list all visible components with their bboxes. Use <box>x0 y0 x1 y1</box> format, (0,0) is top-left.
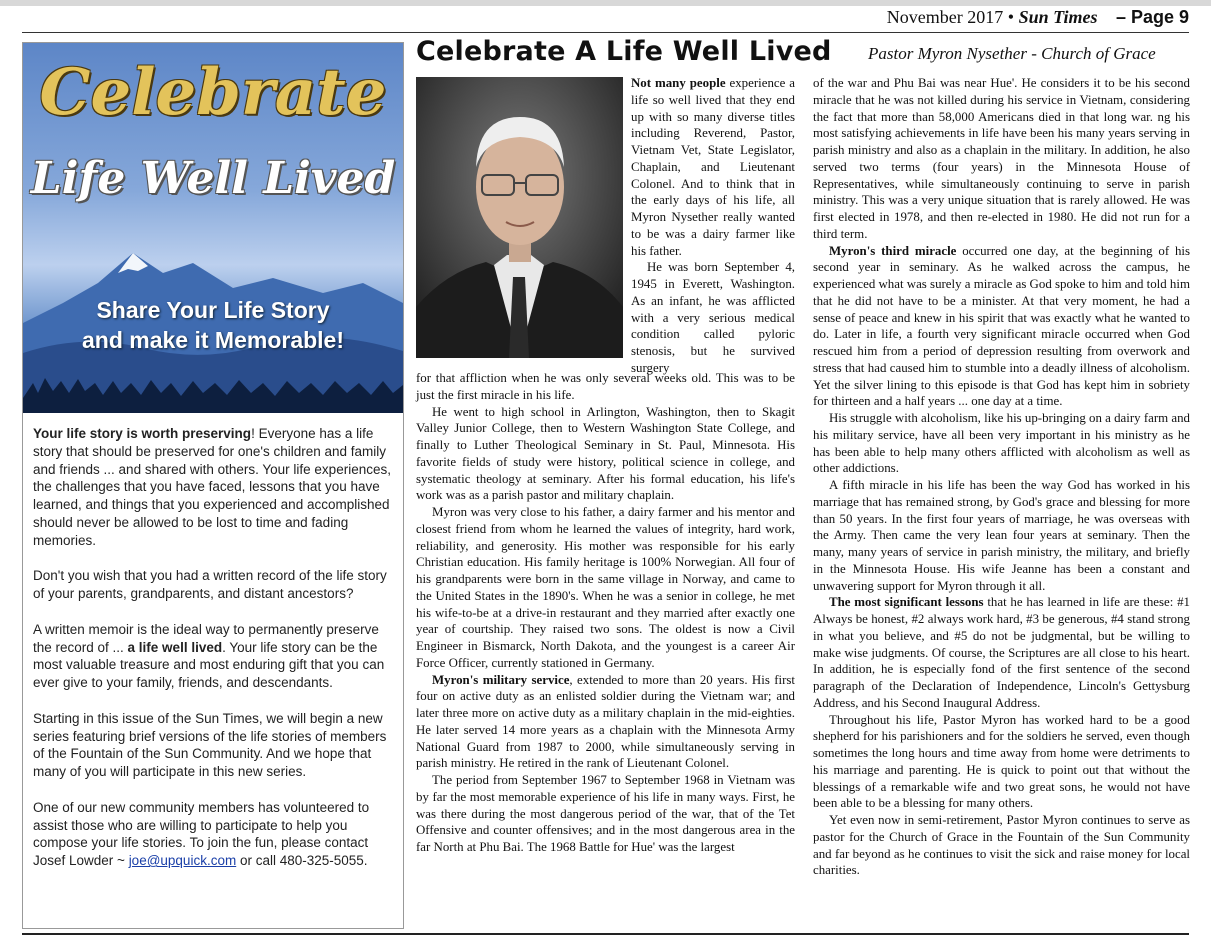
ad-paragraph <box>33 621 395 692</box>
paragraph-text: that he has learned in life are these: #1 Always be honest, #2 always work hard, #3 be generous, #4 stand strong in what you believe, and #5 do not be judgmental, but be willing to make wise judgments. Of course, the Scriptures are all close to his heart. In addition, he is especially fond of the first sentence of the second paragraph of the Declaration of Independence, Lincoln's Gettysburg Address, and his Second Inaugural Address. <box>813 595 1190 710</box>
article-paragraph <box>813 243 1190 411</box>
article-column-1-bottom <box>416 370 795 856</box>
life-story-ad <box>22 42 404 929</box>
ad-emphasis: a life well lived <box>127 639 223 655</box>
issue-date: November 2017 <box>886 7 1004 27</box>
footer-rule <box>22 933 1189 935</box>
ad-paragraph: Starting in this issue of the Sun Times, we will begin a new series featuring brief versions of the life stories of members of the Fountain of the Sun Community. And we hope that many of you will participate in this new series. <box>33 710 387 780</box>
subhead-bold: Myron's military service <box>432 672 570 687</box>
header-rule <box>22 32 1189 33</box>
ad-body-text <box>23 425 403 888</box>
lead-in-bold: Not many people <box>631 76 726 90</box>
publication-name: Sun Times <box>1018 7 1098 27</box>
portrait-photo <box>416 77 623 358</box>
header-bullet: • <box>1007 7 1015 27</box>
article-column-2 <box>813 75 1190 879</box>
article-paragraph <box>416 672 795 773</box>
subhead-bold: Myron's third miracle <box>829 243 957 258</box>
article-paragraph: He was born September 4, 1945 in Everett, Washington. As an infant, he was afflicted with a very serious medical condition called pyloric stenosis, but he survived surgery <box>631 260 795 375</box>
article-paragraph: The period from September 1967 to September 1968 in Vietnam was by far the most memorable experience of his life in many ways. First, he was there during the most dangerous period of the war, that of the Tet Offensive and counter offensives; and in the most dangerous area in the far North at Phu Bai. The 1968 Battle for Hue' was the largest <box>416 773 795 854</box>
contact-email-link[interactable]: joe@upquick.com <box>128 853 237 869</box>
ad-paragraph-text: ! Everyone has a life story that should be preserved for one's children and family and friends ... and shared with others. Your life experiences, the challenges that you have faced, lessons that you have learned, and things that you experienced and accomplished should never be allowed to be lost to time and fading memories. <box>33 426 391 548</box>
article-paragraph: of the war and Phu Bai was near Hue'. He considers it to be his second miracle that he was not killed during his service in Vietnam, considering the fact that more than 58,000 Americans died in that long war. ng his most satisfying achievements in life have been his many years serving in parish ministry and also as a chaplain in the military. In addition, he also served two terms (four years) in the Minnesota House of Representatives, while simultaneously continuing to serve in parish ministry. This was a very unique situation that is rarely allowed. He was first elected in 1978, and then re-elected in 1980. He did not run for a third term. <box>813 76 1190 241</box>
article-paragraph: He went to high school in Arlington, Washington, then to Skagit Valley Junior College, then to Western Washington State College, and finally to Luther Theological Seminary in St. Paul, Minnesota. His favorite fields of study were history, political science in college, and systematic theology at seminary. After his formal education, his life's work was as a parish pastor and military chaplain. <box>416 404 795 503</box>
ad-paragraph <box>33 425 395 550</box>
paragraph-text: , extended to more than 20 years. His first four on active duty as an enlisted soldier during the Vietnam war; and later three more on active duty as a military chaplain in the mid-eighties. He later served 14 more years as a chaplain with the Minnesota Army National Guard from 1987 to 2000, while simultaneously serving in parish ministry. He retired in the rank of Lieutenant Colonel. <box>416 672 795 771</box>
paragraph-text: occurred one day, at the beginning of his second year in seminary. As he walked across the campus, he experienced what was surely a miracle as God spoke to him and told him that he did not have to be a minister. At that very moment, he had a sense of peace and knew in his spirit that was exactly what he wanted to do. Later in life, a fourth very significant miracle occurred when God rescued him from a period of depression resulting from overwork and stress that had caused him to stumble into a deadly illness of alcoholism. Yet the silver lining to this episode is that God has kept him in sobriety for thirteen and a half years ... one day at a time. <box>813 243 1190 409</box>
ad-tagline-line2: and make it Memorable! <box>81 327 345 353</box>
ad-paragraph-text: or call 480-325-5055. <box>236 853 368 869</box>
article-paragraph <box>813 594 1190 711</box>
article-column-1-top <box>631 75 795 377</box>
article-paragraph: Yet even now in semi-retirement, Pastor Myron continues to serve as pastor for the Church of Grace in the Fountain of the Sun Community and far beyond as he continues to visit the sick and raise money for local charities. <box>813 813 1190 878</box>
paragraph-text: experience a life so well lived that they end up with so many diverse titles including Reverend, Pastor, Vietnam Vet, State Legislator, Chaplain, and Lieutenant Colonel. And to think that in the early days of his life, all Myron Nysether really wanted to be was a dairy farmer like his father. <box>631 76 795 258</box>
ad-paragraph: Don't you wish that you had a written record of the life story of your parents, grandparents, and distant ancestors? <box>33 568 387 602</box>
ad-lead-bold: Your life story is worth preserving <box>33 426 252 441</box>
page-number: – Page 9 <box>1115 7 1189 27</box>
article-byline: Pastor Myron Nysether - Church of Grace <box>868 44 1156 63</box>
ad-paragraph-text: . Your life story can be the most valuable treasure and most enduring gift that you can ever give to your family, friends, and descendants. <box>33 639 385 691</box>
ad-paragraph-text: One of our new community members has volunteered to assist those who are willing to participate to help you compose your life stories. To join the fun, please contact Josef Lowder ~ <box>33 799 370 869</box>
ad-title-life-well-lived: Life Well Lived <box>30 153 396 204</box>
ad-paragraph-text: A written memoir is the ideal way to permanently preserve the record of ... <box>33 621 379 655</box>
article-paragraph: His struggle with alcoholism, like his up-bringing on a dairy farm and his military service, have all been very important in his ministry as he has been able to help many others afflicted with alcoholism as well as other addictions. <box>813 411 1190 476</box>
article-paragraph <box>631 75 795 259</box>
article-paragraph: Throughout his life, Pastor Myron has worked hard to be a good shepherd for his parishioners and for the soldiers he served, even though sometimes the long hours and time away from home were detriments to his marriage and parenting. He is quick to point out that without the blessings of a remarkable wife and two great sons, he would not have been able to be a blessing for many others. <box>813 712 1190 811</box>
page-header <box>887 7 1189 28</box>
top-strip <box>0 0 1211 6</box>
ad-banner-image <box>23 43 403 413</box>
ad-title-celebrate: Celebrate <box>39 55 387 130</box>
article-paragraph: A fifth miracle in his life has been the way God has worked in his marriage that has remained strong, by God's grace and blessing for more than 50 years. In the first four years of marriage, he was overseas with the Army. Then came the very lean four years at seminary. Then the many, many years of service in parish ministry, the military, and briefly in the Minnesota House. His wife Jeanne has been a constant and unwavering support for Myron through it all. <box>813 478 1190 593</box>
article-paragraph: Myron was very close to his father, a dairy farmer and his mentor and closest friend from whom he learned the values of integrity, hard work, reliability, and generosity. His mother was responsible for his early Christian education. His family heritage is 100% Norwegian. All four of his grandparents were born in the same village in Norway, and came to the United States in the 1890's. When he was a senior in college, he met his wife-to-be at a drive-in restaurant and they married after exactly one year of courtship. They raised two sons. The oldest is now a Civil Engineer in Bismarck, North Dakota, and the youngest is a career Air Force Officer, currently stationed in Germany. <box>416 505 795 670</box>
portrait-illustration <box>416 77 623 358</box>
ad-tagline-line1: Share Your Life Story <box>96 297 330 323</box>
ad-tagline <box>23 295 403 355</box>
ad-paragraph <box>33 799 395 870</box>
article-headline: Celebrate A Life Well Lived <box>416 36 832 67</box>
subhead-bold: The most significant lessons <box>829 595 984 610</box>
article-paragraph: for that affliction when he was only several weeks old. This was to be just the first miracle in his life. <box>416 371 795 402</box>
